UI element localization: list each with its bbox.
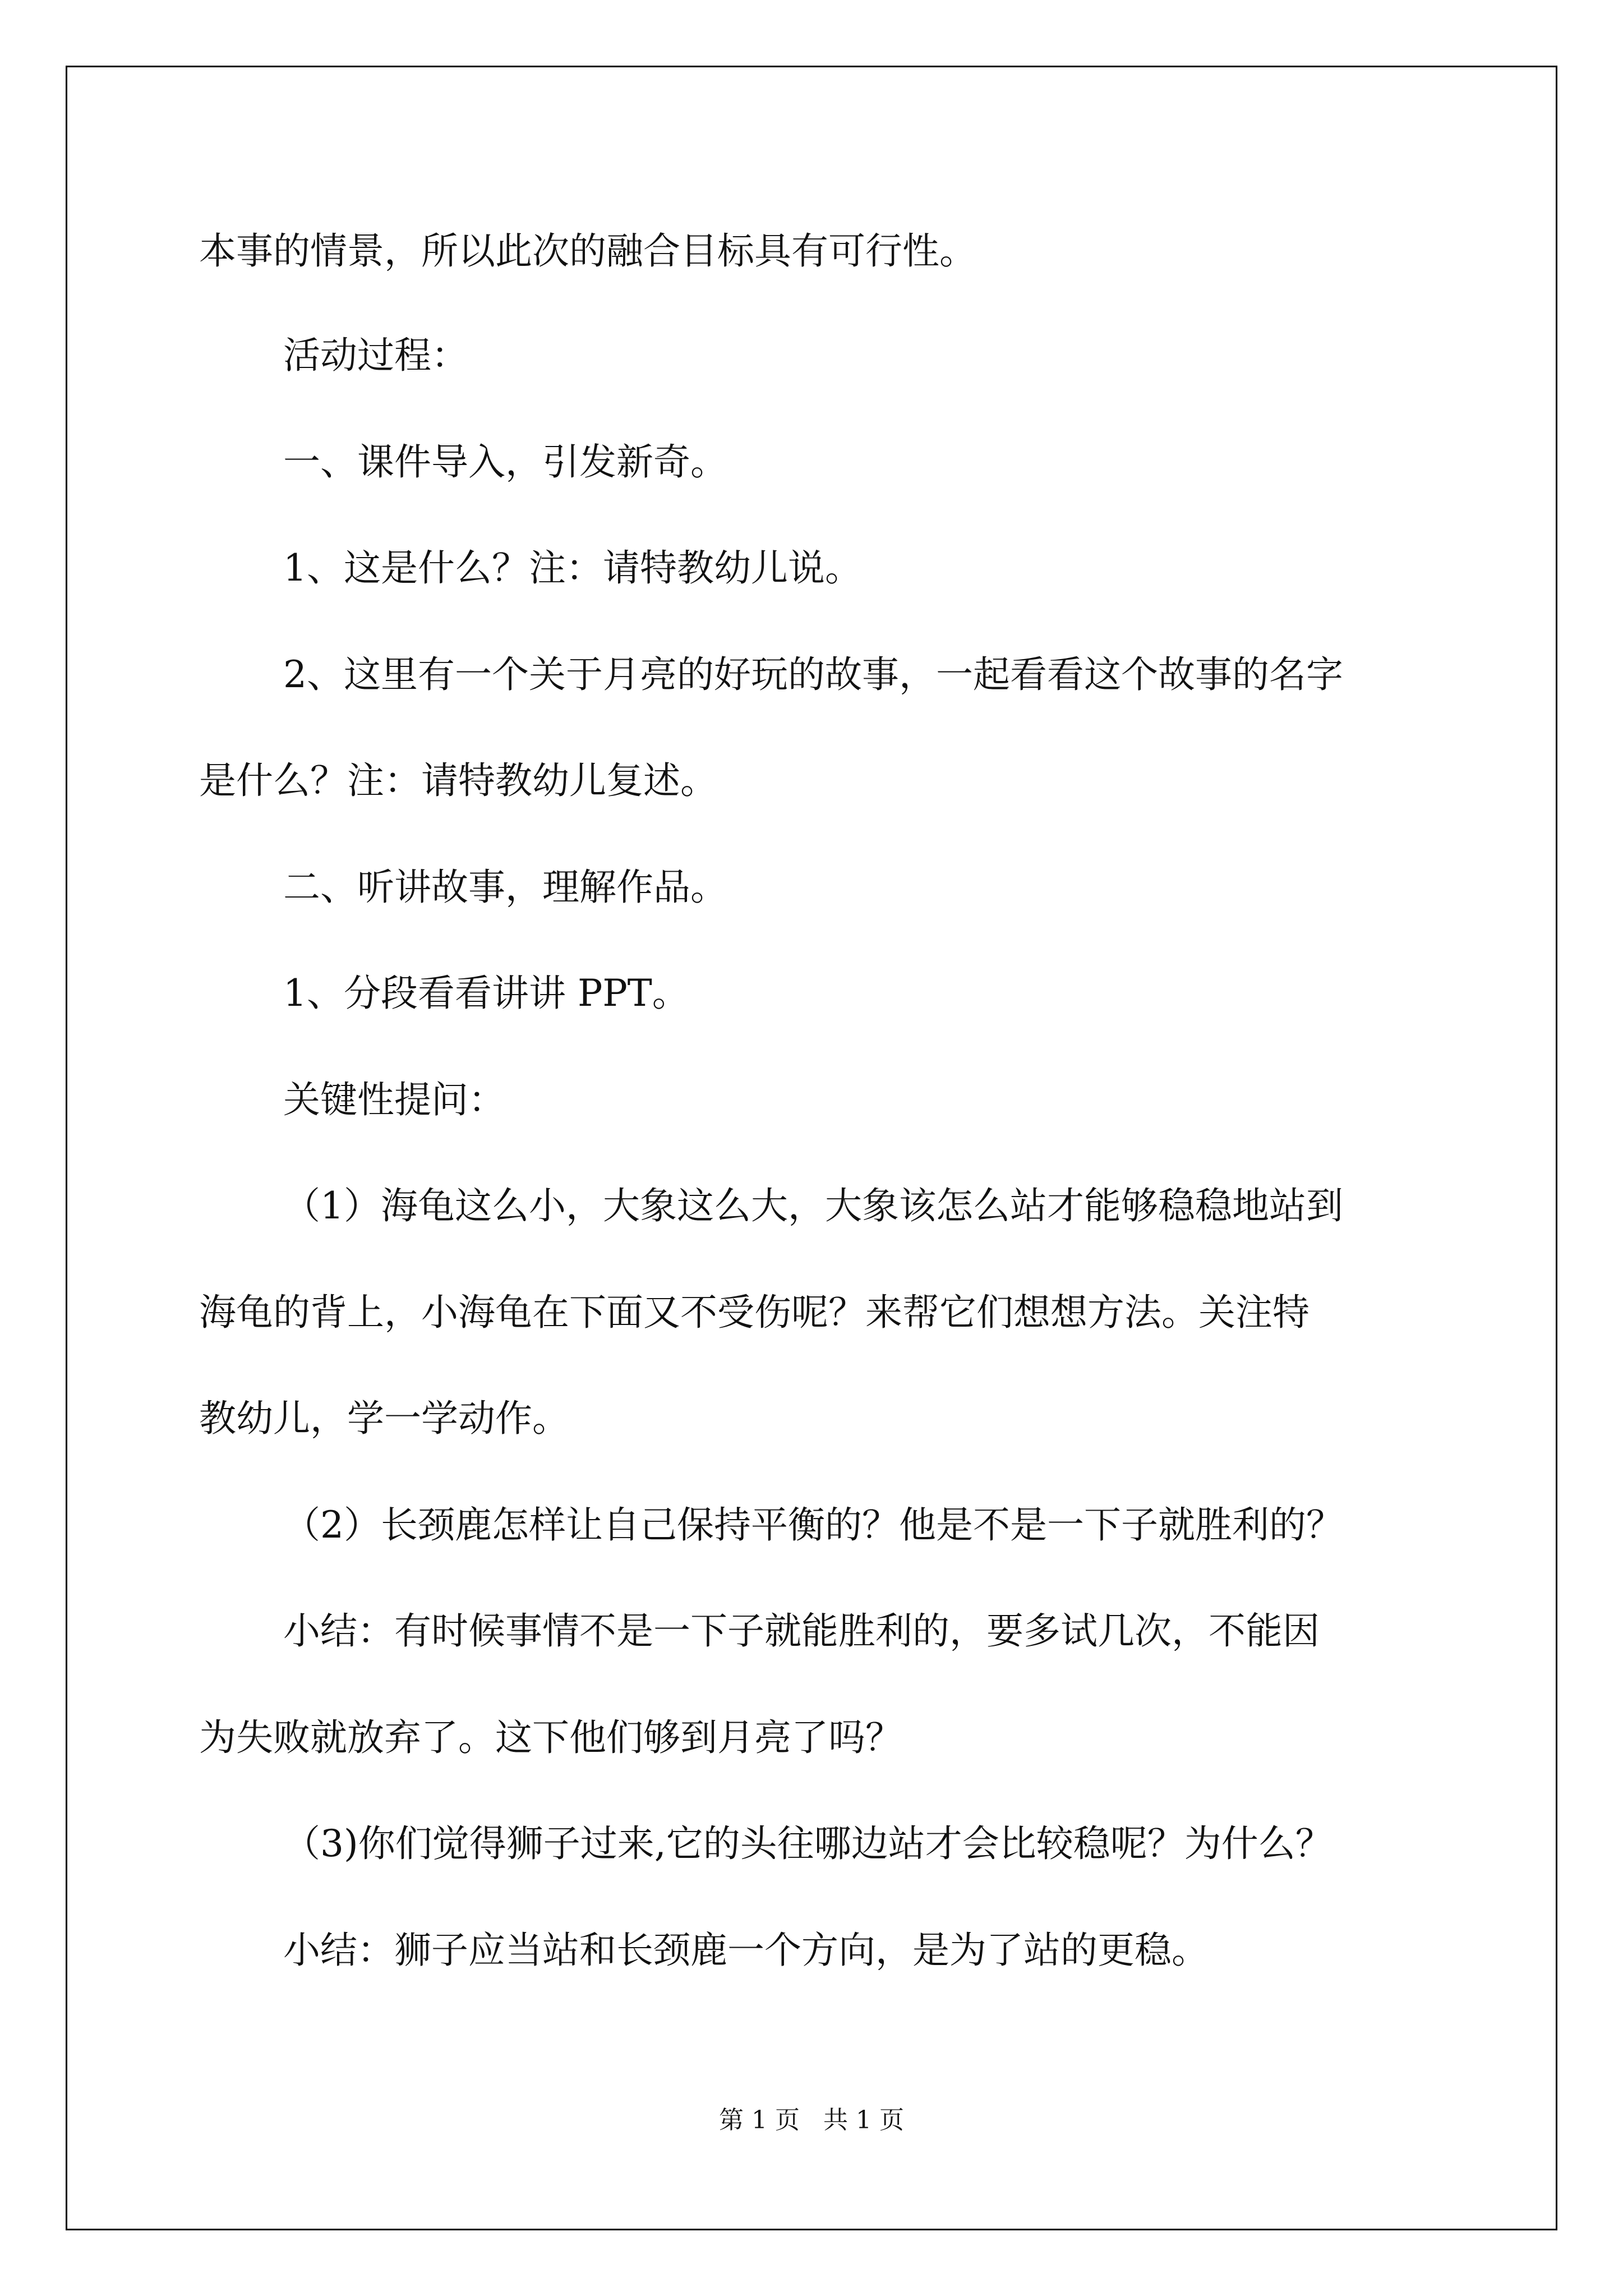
paragraph-line: （3)你们觉得狮子过来,它的头往哪边站才会比较稳呢？为什么？ [283, 1822, 1332, 1865]
paragraph-line: 教幼儿，学一学动作。 [199, 1397, 569, 1440]
page-border [66, 66, 1557, 2230]
paragraph-line: 小结：有时候事情不是一下子就能胜利的，要多试几次，不能因 [283, 1609, 1320, 1653]
paragraph-line: 一、课件导入，引发新奇。 [283, 440, 727, 484]
page-number-footer: 第 1 页 共 1 页 [719, 2106, 904, 2134]
paragraph-line: 小结：狮子应当站和长颈鹿一个方向，是为了站的更稳。 [283, 1929, 1209, 1972]
paragraph-line: （1）海龟这么小，大象这么大，大象该怎么站才能够稳稳地站到 [283, 1184, 1343, 1227]
paragraph-line: 活动过程： [283, 334, 468, 377]
paragraph-line: 二、听讲故事，理解作品。 [283, 866, 727, 909]
paragraph-line: 海龟的背上，小海龟在下面又不受伤呢？来帮它们想想方法。关注特 [199, 1291, 1310, 1334]
paragraph-line: （2）长颈鹿怎样让自己保持平衡的？他是不是一下子就胜利的？ [283, 1503, 1343, 1547]
paragraph-line: 是什么？注：请特教幼儿复述。 [199, 759, 717, 802]
paragraph-line: 2、这里有一个关于月亮的好玩的故事，一起看看这个故事的名字 [283, 653, 1343, 696]
paragraph-line: 1、这是什么？注：请特教幼儿说。 [283, 546, 862, 590]
paragraph-line: 为失败就放弃了。这下他们够到月亮了吗？ [199, 1716, 902, 1759]
paragraph-line: 本事的情景，所以此次的融合目标具有可行性。 [199, 229, 976, 273]
paragraph-line: 1、分段看看讲讲 PPT。 [283, 972, 689, 1015]
paragraph-line: 关键性提问： [283, 1078, 505, 1121]
